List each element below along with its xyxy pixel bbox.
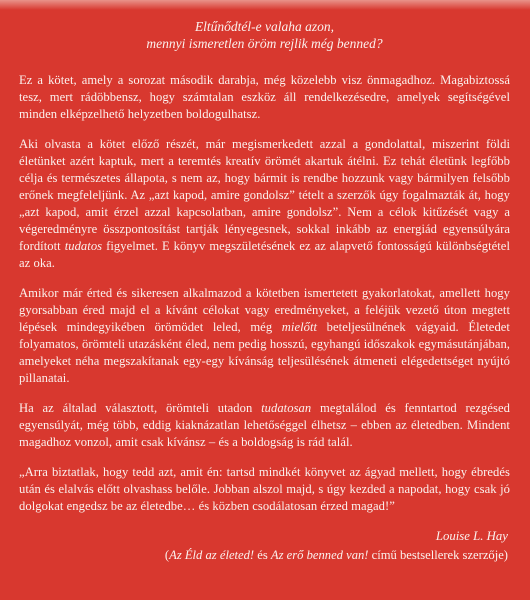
blurb-paragraph-4 xyxy=(19,400,510,451)
author-quote: „Arra biztatlak, hogy tedd azt, amit én: tartsd mindkét könyvet az ágyad mellett, hogy ébredés után és elalvás előtt olvashass belőle. Jobban alszol majd, s úgy kezded a napodat, hogy csak jó dolgokat engedsz be az életedbe… és közben csodálatosan érzed magad!” xyxy=(19,465,510,513)
paragraph-text: figyelmet. E könyv megszületésének ez az alapvető fontosságú különbségtétel az oka. xyxy=(19,239,510,270)
emphasis-text: tudatosan xyxy=(261,401,312,415)
credit-and: és xyxy=(254,548,271,562)
top-edge-strip xyxy=(0,0,530,10)
blurb-paragraph-1 xyxy=(19,72,510,123)
author-credit xyxy=(19,547,510,564)
credit-book-2: Az erő benned van! xyxy=(270,548,369,562)
paragraph-text: Aki olvasta a kötet előző részét, már megismerkedett azzal a gondolattal, miszerint földi életünket azért kaptuk, mert a teremtés kreatív örömét akartuk átélni. Ez tehát életünk legfőbb célja és természetes állapota, s nem az, hogy bármit is rendbe hozzunk vagy bármilyen felsőbb erőnek megfeleljünk. Az „azt kapod, amire gondolsz” tételt a szerzők úgy fogalmazták át, hogy „azt kapod, amit érzel azzal kapcsolatban, amire gondolsz”. Nem a célok kitűzését vagy a végeredményre összpontosítást tartják lényegesnek, sokkal inkább az energiád egyensúlyára fordított xyxy=(19,137,510,253)
paragraph-text: Ez a kötet, amely a sorozat második darabja, még közelebb visz önmagadhoz. Magabiztossá tesz, mert rádöbbensz, hogy számtalan eszköz áll rendelkezésedre, amelyek segítségével minden elképzelhető helyzetben boldogulhatsz. xyxy=(19,73,510,121)
paragraph-text: Ha az általad választott, örömteli utadon xyxy=(19,401,262,415)
intro-line-1: Eltűnődtél-e valaha azon, xyxy=(194,19,335,34)
blurb-paragraphs xyxy=(19,72,510,451)
emphasis-text: mielőtt xyxy=(281,320,318,334)
intro-question xyxy=(19,18,510,52)
paragraph-text: beteljesülnének vágyaid. Életedet folyamatos, örömteli utazásként éled, nem pedig hosszú, egyhangú időszakok egymásutánjában, amelyeket néha megszakítanak egy-egy kívánság teljesülésének átmeneti elégedettséget nyújtó pillanatai. xyxy=(19,320,510,385)
author-name: Louise L. Hay xyxy=(435,529,508,543)
blurb-paragraph-3 xyxy=(19,285,510,387)
intro-line-2: mennyi ismeretlen öröm rejlik még benned? xyxy=(146,36,383,51)
credit-book-1: Az Éld az életed! xyxy=(169,548,255,562)
credit-open: ( xyxy=(164,548,170,562)
credit-suffix: című bestsellerek szerzője) xyxy=(368,548,508,562)
emphasis-text: tudatos xyxy=(64,239,103,253)
paragraph-text: megtalálod és fenntartod rezgésed egyensúlyát, még több, eddig kiaknázatlan lehetőséggel élhetsz – ebben az életedben. Mindent magadhoz vonzol, amit csak kívánsz – és a boldogság is rád talál. xyxy=(19,401,510,449)
paragraph-text: Amikor már érted és sikeresen alkalmazod a kötetben ismertetett gyakorlatokat, amellett hogy gyorsabban éred majd el a kívánt célokat vagy eredményeket, a feléjük vezető úton megtett lépések mindegyikében örömödet leled, még xyxy=(19,286,510,334)
blurb-paragraph-2 xyxy=(19,136,510,272)
